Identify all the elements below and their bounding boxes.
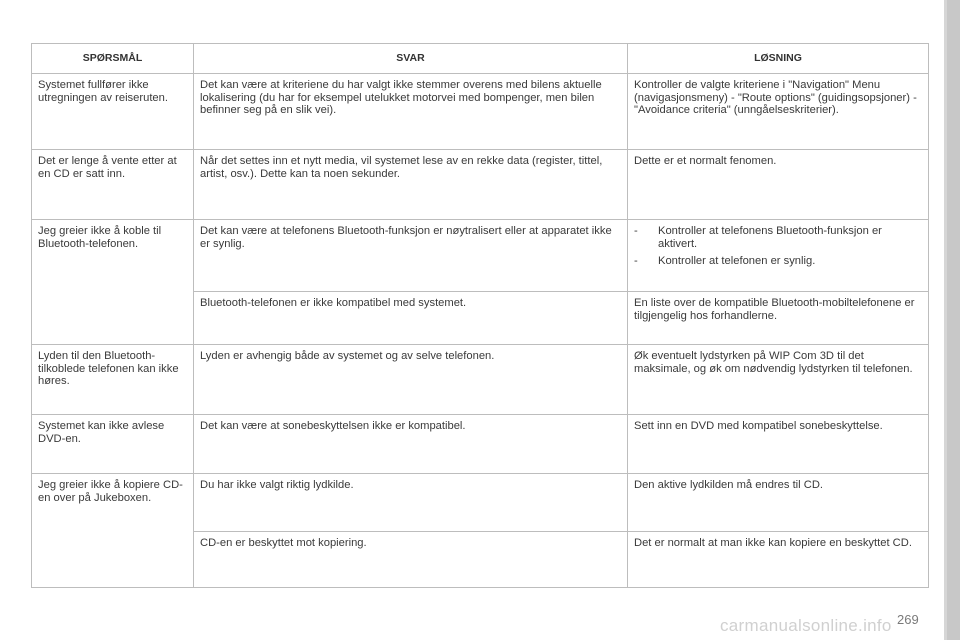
table-row xyxy=(32,220,929,292)
solution-cell: Dette er et normalt fenomen. xyxy=(628,150,929,220)
header-answer: SVAR xyxy=(194,44,628,74)
solution-cell: Den aktive lydkilden må endres til CD. xyxy=(628,474,929,532)
solution-cell: Det er normalt at man ikke kan kopiere en beskyttet CD. xyxy=(628,532,929,588)
question-cell: Systemet fullfører ikke utregningen av reiseruten. xyxy=(32,74,194,150)
answer-cell: Det kan være at telefonens Bluetooth-funksjon er nøytralisert eller at apparatet ikke er synlig. xyxy=(194,220,628,292)
question-cell: Lyden til den Bluetooth-tilkoblede telefonen kan ikke høres. xyxy=(32,345,194,415)
table-row xyxy=(32,474,929,532)
answer-cell: Du har ikke valgt riktig lydkilde. xyxy=(194,474,628,532)
answer-cell: Lyden er avhengig både av systemet og av selve telefonen. xyxy=(194,345,628,415)
table-row xyxy=(32,415,929,474)
troubleshooting-table xyxy=(31,43,929,588)
header-solution: LØSNING xyxy=(628,44,929,74)
watermark: carmanualsonline.info xyxy=(720,616,892,635)
table-header-row xyxy=(32,44,929,74)
table-row xyxy=(32,345,929,415)
solution-list-item: - Kontroller at telefonen er synlig. xyxy=(634,255,922,268)
solution-list-item: - Kontroller at telefonens Bluetooth-funksjon er aktivert. xyxy=(634,225,922,250)
question-cell: Det er lenge å vente etter at en CD er satt inn. xyxy=(32,150,194,220)
table-row xyxy=(32,74,929,150)
page-edge-band-inner xyxy=(947,0,960,640)
table-row xyxy=(32,150,929,220)
solution-list xyxy=(634,225,922,268)
page-number: 269 xyxy=(897,612,919,627)
solution-cell: Kontroller de valgte kriteriene i "Navigation" Menu (navigasjonsmeny) - "Route options" (guidingsopsjoner) - "Avoidance criteria" (unngåelseskriterier). xyxy=(628,74,929,150)
answer-cell: Det kan være at kriteriene du har valgt ikke stemmer overens med bilens aktuelle lokalisering (du har for eksempel utelukket motorvei med bompenger, men bilen befinner seg på en slik vei). xyxy=(194,74,628,150)
question-cell: Systemet kan ikke avlese DVD-en. xyxy=(32,415,194,474)
question-cell: Jeg greier ikke å kopiere CD-en over på Jukeboxen. xyxy=(32,474,194,588)
solution-cell: En liste over de kompatible Bluetooth-mobiltelefonene er tilgjengelig hos forhandlerne. xyxy=(628,292,929,345)
question-cell: Jeg greier ikke å koble til Bluetooth-telefonen. xyxy=(32,220,194,345)
answer-cell: Når det settes inn et nytt media, vil systemet lese av en rekke data (register, tittel, artist, osv.). Dette kan ta noen sekunder. xyxy=(194,150,628,220)
solution-cell: Sett inn en DVD med kompatibel sonebeskyttelse. xyxy=(628,415,929,474)
answer-cell: Det kan være at sonebeskyttelsen ikke er kompatibel. xyxy=(194,415,628,474)
answer-cell: Bluetooth-telefonen er ikke kompatibel med systemet. xyxy=(194,292,628,345)
solution-cell xyxy=(628,220,929,292)
solution-cell: Øk eventuelt lydstyrken på WIP Com 3D til det maksimale, og øk om nødvendig lydstyrken til telefonen. xyxy=(628,345,929,415)
answer-cell: CD-en er beskyttet mot kopiering. xyxy=(194,532,628,588)
header-question: SPØRSMÅL xyxy=(32,44,194,74)
